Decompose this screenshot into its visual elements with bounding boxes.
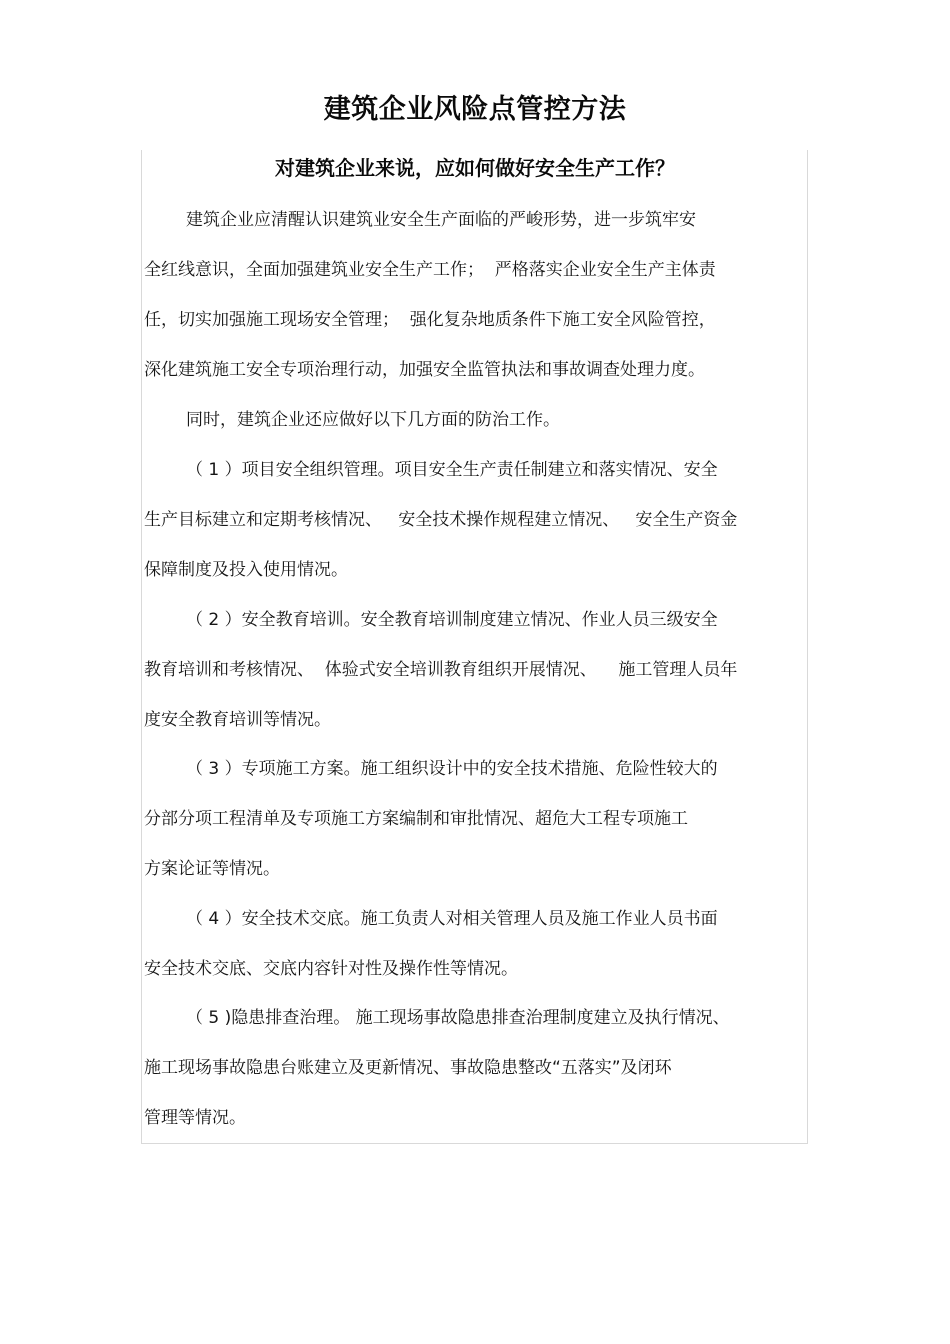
list-item-line: （ 3 ）专项施工方案。施工组织设计中的安全技术措施、危险性较大的 [186,759,718,779]
list-item-line: 教育培训和考核情况、 体验式安全培训教育组织开展情况、 施工管理人员年 [144,660,738,680]
paragraph-line: 任，切实加强施工现场安全管理； 强化复杂地质条件下施工安全风险管控， [144,310,716,330]
list-item-line: 安全技术交底、交底内容针对性及操作性等情况。 [144,959,518,979]
list-item-line: 度安全教育培训等情况。 [144,710,331,730]
content-frame [141,150,808,1144]
list-item-line: （ 4 ）安全技术交底。施工负责人对相关管理人员及施工作业人员书面 [186,909,718,929]
list-item-line: （ 1 ）项目安全组织管理。项目安全生产责任制建立和落实情况、安全 [186,460,718,480]
paragraph-line: 建筑企业应清醒认识建筑业安全生产面临的严峻形势，进一步筑牢安 [186,210,696,230]
list-item-line: 保障制度及投入使用情况。 [144,560,348,580]
document-subtitle: 对建筑企业来说，应如何做好安全生产工作？ [275,156,675,180]
list-item-line: 施工现场事故隐患台账建立及更新情况、事故隐患整改“五落实”及闭环 [144,1058,672,1078]
list-item-line: （ 5 )隐患排查治理。 施工现场事故隐患排查治理制度建立及执行情况、 [186,1008,730,1028]
list-item-line: 生产目标建立和定期考核情况、 安全技术操作规程建立情况、 安全生产资金 [144,510,738,530]
list-item-line: 分部分项工程清单及专项施工方案编制和审批情况、超危大工程专项施工 [144,809,688,829]
paragraph-line: 同时，建筑企业还应做好以下几方面的防治工作。 [186,410,560,430]
list-item-line: 管理等情况。 [144,1108,246,1128]
list-item-line: 方案论证等情况。 [144,859,280,879]
paragraph-line: 深化建筑施工安全专项治理行动，加强安全监管执法和事故调查处理力度。 [144,360,705,380]
document-title: 建筑企业风险点管控方法 [323,94,627,125]
list-item-line: （ 2 ）安全教育培训。安全教育培训制度建立情况、作业人员三级安全 [186,610,718,630]
paragraph-line: 全红线意识，全面加强建筑业安全生产工作； 严格落实企业安全生产主体责 [144,260,716,280]
